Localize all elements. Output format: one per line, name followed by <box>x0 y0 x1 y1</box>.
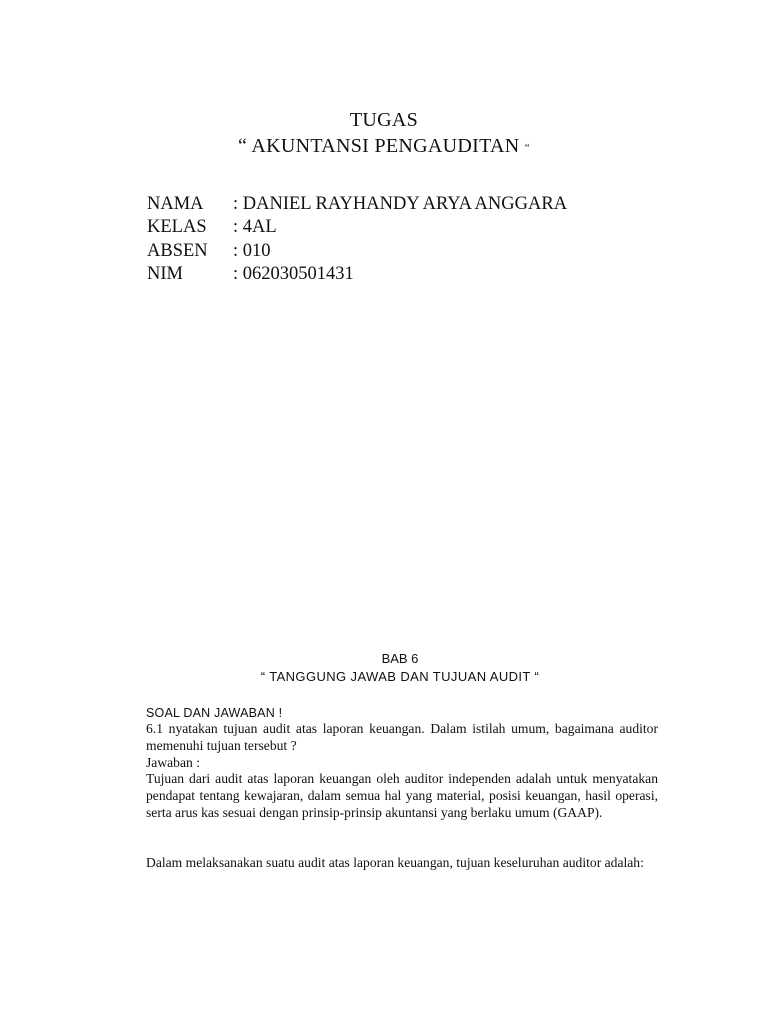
student-info <box>147 193 567 286</box>
question-text: 6.1 nyatakan tujuan audit atas laporan keuangan. Dalam istilah umum, bagaimana auditor memenuhi tujuan tersebut ? <box>146 721 658 753</box>
answer-label: Jawaban : <box>146 755 200 770</box>
info-value: : DANIEL RAYHANDY ARYA ANGGARA <box>233 194 568 214</box>
info-row-nim <box>147 263 567 286</box>
subtitle-close-quote: “ <box>524 142 530 154</box>
chapter-title: “ TANGGUNG JAWAB DAN TUJUAN AUDIT “ <box>260 669 540 684</box>
answer-paragraph: Dalam melaksanakan suatu audit atas laporan keuangan, tujuan keseluruhan auditor adalah: <box>146 855 644 870</box>
info-row-kelas <box>147 216 567 239</box>
answer-paragraph: Tujuan dari audit atas laporan keuangan oleh auditor independen adalah untuk menyatakan pendapat tentang kewajaran, dalam semua hal yang material, posisi keuangan, hasil operasi, serta arus kas sesuai dengan prinsip-prinsip akuntansi yang berlaku umum (GAAP). <box>146 771 658 820</box>
document-title: TUGAS <box>349 109 419 131</box>
info-value: : 4AL <box>233 217 277 238</box>
info-label: NAMA <box>147 194 204 214</box>
subtitle-text: “ AKUNTANSI PENGAUDITAN <box>238 135 520 157</box>
document-subtitle <box>0 134 768 158</box>
info-label: NIM <box>147 263 183 284</box>
info-row-absen <box>147 240 567 263</box>
info-value: : 010 <box>233 240 271 261</box>
info-label: ABSEN <box>147 240 208 261</box>
info-row-nama <box>147 193 567 216</box>
info-value: : 062030501431 <box>233 263 354 284</box>
chapter-number: BAB 6 <box>381 651 419 666</box>
info-label: KELAS <box>147 217 207 238</box>
section-heading: SOAL DAN JAWABAN ! <box>146 706 283 720</box>
